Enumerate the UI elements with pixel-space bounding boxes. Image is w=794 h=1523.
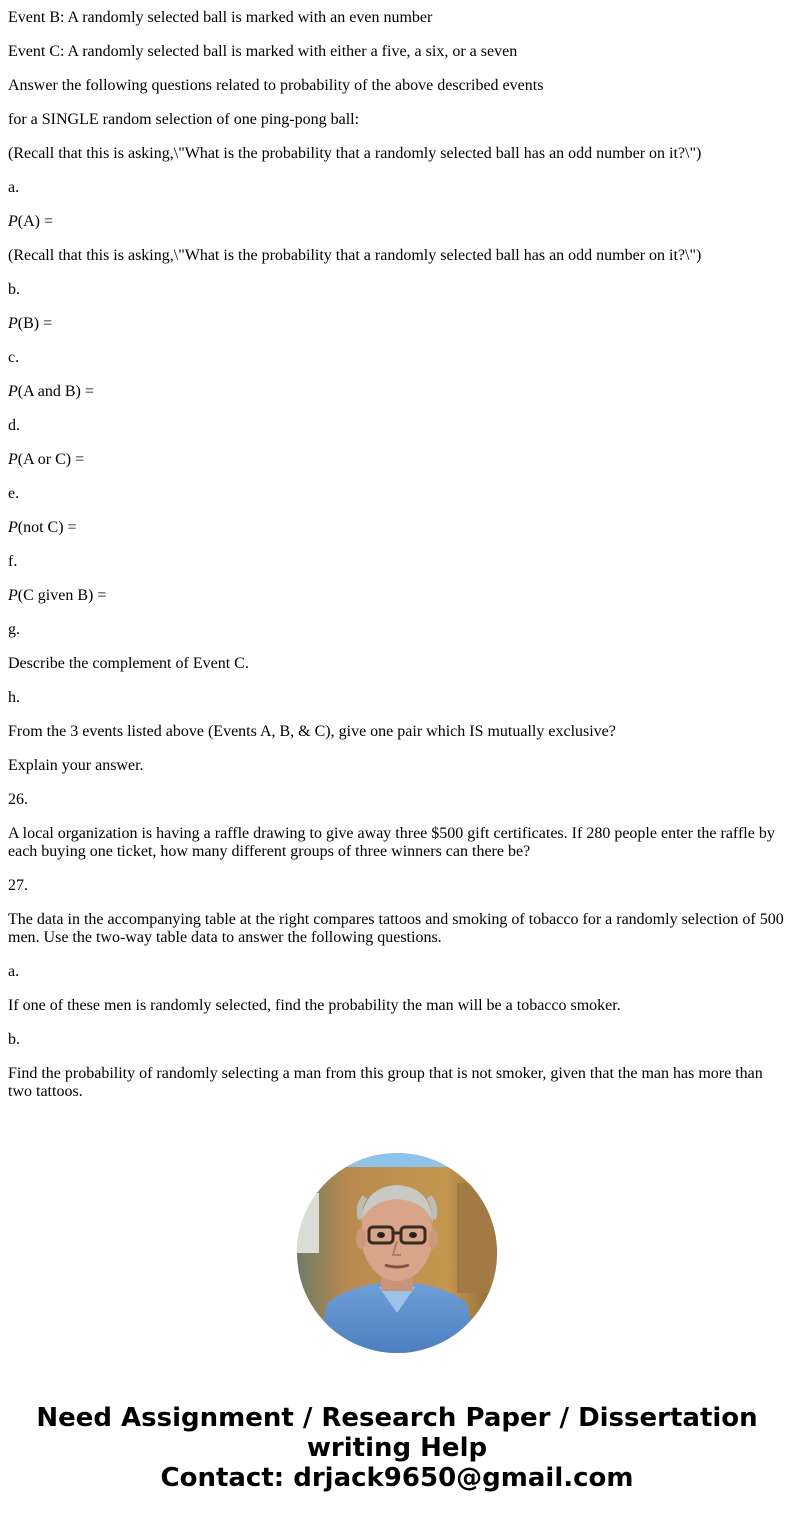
label-a: a. [8,179,20,196]
footer-line-1: Need Assignment / Research Paper / Dissertation [36,1403,758,1433]
avatar [297,1153,497,1353]
single-selection-text: for a SINGLE random selection of one ping-pong ball: [8,111,360,128]
label-f: f. [8,553,18,570]
prob-not-c [8,519,786,537]
prob-not-c-rest: (not C) = [17,519,77,536]
label-h: h. [8,689,20,706]
prob-a-and-b-rest: (A and B) = [17,383,94,400]
label-b: b. [8,281,20,298]
prob-a [8,213,786,231]
question-26-number: 26. [8,791,28,808]
prob-symbol: P [8,213,18,230]
prob-a-and-b [8,383,786,401]
footer-contact: Contact: drjack9650@gmail.com [160,1463,634,1493]
label-d: d. [8,417,20,434]
question-27-text: The data in the accompanying table at the right compares tattoos and smoking of tobacco for a randomly selection of 500 men. Use the two-way table data to answer the following questions. [8,911,784,946]
question-27-label-a: a. [8,963,20,980]
footer-line-2: writing Help [306,1433,488,1463]
recall-text-2: (Recall that this is asking,\"What is the probability that a randomly selected ball has an odd number on it?\") [8,247,702,264]
question-26-text: A local organization is having a raffle drawing to give away three $500 gift certificates. If 280 people enter the raffle by each buying one ticket, how many different groups of three winners can there be? [8,825,775,860]
prob-symbol: P [8,451,18,468]
mutually-exclusive-text: From the 3 events listed above (Events A, B, & C), give one pair which IS mutually exclusive? [8,723,616,740]
prob-a-or-c-rest: (A or C) = [17,451,85,468]
prob-symbol: P [8,315,18,332]
answer-intro-text: Answer the following questions related to probability of the above described events [8,77,544,94]
footer-banner [0,1403,794,1493]
question-27-number: 27. [8,877,28,894]
prob-symbol: P [8,383,18,400]
explain-text: Explain your answer. [8,757,144,774]
portrait-image [297,1153,497,1353]
recall-text-1: (Recall that this is asking,\"What is the probability that a randomly selected ball has an odd number on it?\") [8,145,702,162]
prob-c-given-b [8,587,786,605]
prob-b [8,315,786,333]
prob-c-given-b-rest: (C given B) = [17,587,107,604]
event-c-text: Event C: A randomly selected ball is marked with either a five, a six, or a seven [8,43,518,60]
question-27-a-text: If one of these men is randomly selected, find the probability the man will be a tobacco smoker. [8,997,621,1014]
prob-a-rest: (A) = [17,213,54,230]
label-e: e. [8,485,20,502]
label-c: c. [8,349,20,366]
complement-text: Describe the complement of Event C. [8,655,249,672]
prob-symbol: P [8,587,18,604]
prob-b-rest: (B) = [17,315,53,332]
prob-a-or-c [8,451,786,469]
prob-symbol: P [8,519,18,536]
event-b-text: Event B: A randomly selected ball is marked with an even number [8,9,433,26]
question-27-label-b: b. [8,1031,20,1048]
question-27-b-text: Find the probability of randomly selecting a man from this group that is not smoker, given that the man has more than two tattoos. [8,1065,763,1100]
label-g: g. [8,621,20,638]
